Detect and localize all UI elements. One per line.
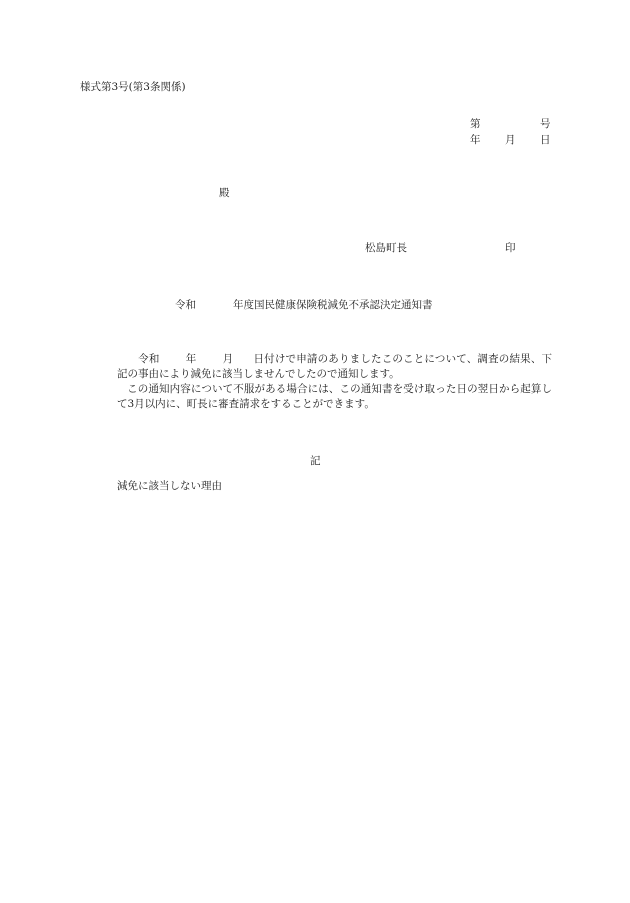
sender-title: 松島町長 — [365, 242, 407, 254]
notice-title — [175, 299, 433, 311]
sender-line — [365, 242, 516, 254]
p1-text: 日付けで申請のありましたこのことについて、調査の結果、下記の事由により減免に該当しませんでしたので通知します。 — [117, 353, 553, 380]
date-year: 年 — [470, 134, 481, 146]
addressee-honorific: 殿 — [219, 187, 230, 199]
title-text: 年度国民健康保険税減免不承認決定通知書 — [233, 299, 433, 311]
date-month: 月 — [505, 134, 516, 146]
document-number-line — [470, 118, 551, 130]
body-paragraph-1 — [117, 352, 552, 382]
ki-heading: 記 — [310, 455, 321, 467]
p1-month: 月 — [222, 353, 234, 365]
number-prefix: 第 — [470, 118, 481, 130]
seal-mark: 印 — [505, 242, 516, 254]
reason-label: 減免に該当しない理由 — [117, 480, 222, 492]
issue-date-line — [470, 134, 551, 146]
date-day: 日 — [540, 134, 551, 146]
title-era: 令和 — [175, 299, 196, 311]
body-paragraph-2 — [117, 382, 552, 412]
p2-text: この通知内容について不服がある場合には、この通知書を受け取った日の翌日から起算して3月以内に、町長に審査請求をすることができます。 — [117, 383, 552, 410]
p1-era: 令和 — [138, 353, 160, 365]
form-label: 様式第3号(第3条関係) — [80, 81, 186, 93]
p1-year: 年 — [185, 353, 197, 365]
number-suffix: 号 — [540, 118, 551, 130]
